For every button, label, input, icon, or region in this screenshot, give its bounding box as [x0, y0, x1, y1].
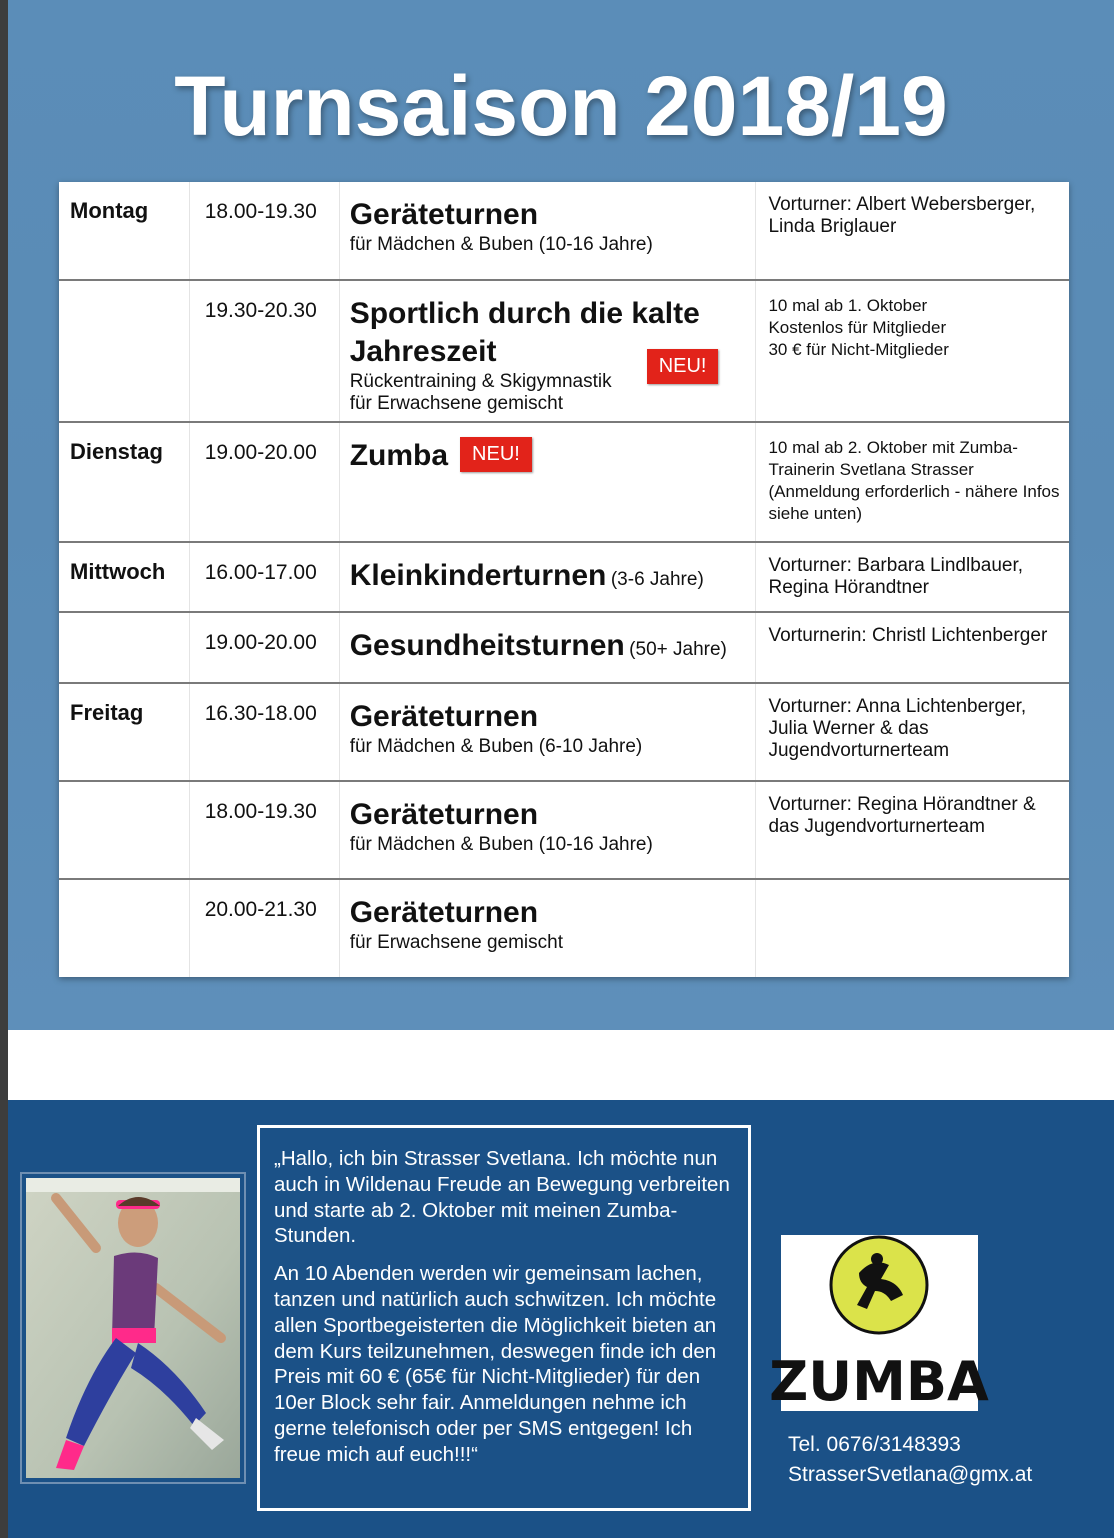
course-info: Vorturnerin: Christl Lichtenberger: [768, 625, 1048, 646]
course-name: Geräteturnen: [349, 896, 539, 929]
quote-paragraph: „Hallo, ich bin Strasser Svetlana. Ich möchte nun auch in Wildenau Freude an Bewegung verbreiten und starte ab 2. Oktober mit meinen Zumba-Stunden.: [274, 1147, 730, 1248]
schedule-table: [59, 182, 1069, 977]
time-label: 18.00-19.30: [204, 800, 317, 823]
table-row: [59, 182, 1069, 280]
course-subtitle: für Mädchen & Buben (10-16 Jahre): [349, 834, 653, 855]
contact-info: [788, 1430, 1032, 1490]
zumba-logo: [769, 1235, 989, 1413]
table-row: [59, 683, 1069, 781]
course-info: 30 € für Nicht-Mitglieder: [768, 340, 949, 359]
trainer-quote-box: [257, 1125, 751, 1511]
table-row: [59, 781, 1069, 879]
table-row: [59, 542, 1069, 612]
table-row: [59, 612, 1069, 683]
course-info: [756, 880, 1069, 892]
course-subtitle: für Mädchen & Buben (6-10 Jahre): [349, 736, 643, 757]
course-name: Geräteturnen: [349, 198, 539, 231]
time-label: 18.00-19.30: [204, 200, 317, 223]
email-address: StrasserSvetlana@gmx.at: [788, 1463, 1033, 1486]
new-badge: NEU!: [460, 437, 532, 472]
course-name: Kleinkinderturnen: [349, 559, 607, 592]
zumba-section: [8, 1100, 1114, 1538]
table-row: [59, 280, 1069, 422]
course-info: Vorturner: Albert Webersberger, Linda Briglauer: [768, 194, 1036, 237]
course-subtitle: für Erwachsene gemischt: [349, 393, 564, 414]
course-name: Geräteturnen: [349, 700, 539, 733]
day-label: [59, 613, 189, 629]
table-row: [59, 422, 1069, 542]
time-label: 19.00-20.00: [204, 631, 317, 654]
time-label: 19.30-20.30: [204, 299, 317, 322]
course-subtitle: für Mädchen & Buben (10-16 Jahre): [349, 234, 653, 255]
day-label: Montag: [70, 198, 149, 223]
page-title: Turnsaison 2018/19: [174, 59, 948, 153]
course-subtitle: Rückentraining & Skigymnastik: [349, 371, 612, 392]
course-name: Gesundheitsturnen: [349, 629, 625, 662]
course-info: Kostenlos für Mitglieder: [768, 318, 947, 337]
trainer-photo: [20, 1172, 246, 1484]
course-info: 10 mal ab 2. Oktober mit Zumba-Trainerin Svetlana Strasser (Anmeldung erforderlich - nähere Infos siehe unten): [768, 438, 1060, 523]
zumba-logo-graphic: [769, 1235, 989, 1413]
course-info: Vorturner: Regina Hörandtner & das Jugendvorturnerteam: [768, 794, 1036, 837]
schedule-section: [8, 0, 1114, 1030]
zumba-logo-text: ZUMBA: [769, 1350, 989, 1413]
course-info: Vorturner: Anna Lichtenberger, Julia Werner & das Jugendvorturnerteam: [768, 696, 1027, 761]
course-name: Geräteturnen: [349, 798, 539, 831]
day-label: [59, 281, 189, 297]
day-label: Freitag: [70, 700, 144, 725]
time-label: 20.00-21.30: [204, 898, 317, 921]
course-name: Sportlich durch die kalte Jahreszeit: [349, 297, 700, 368]
table-row: [59, 879, 1069, 977]
time-label: 19.00-20.00: [204, 441, 317, 464]
quote-paragraph: An 10 Abenden werden wir gemeinsam lachen, tanzen und natürlich auch schwitzen. Ich möchte allen Sportbegeisterten die Möglichkeit bieten an dem Kurs teilzunehmen, deswegen finde ich den Preis mit 60 € (65€ für Nicht-Mitglieder) für den 10er Block sehr fair. Anmeldungen nehme ich gerne telefonisch oder per SMS entgegen! Ich freue mich auf euch!!!“: [274, 1262, 717, 1466]
course-name: Zumba: [349, 439, 449, 472]
new-badge: NEU!: [647, 349, 719, 384]
course-age-note: (3-6 Jahre): [610, 569, 704, 590]
course-age-note: (50+ Jahre): [629, 639, 727, 660]
course-info: 10 mal ab 1. Oktober: [768, 296, 928, 315]
day-label: [59, 782, 189, 798]
day-label: Dienstag: [70, 439, 163, 464]
trainer-photo-image: [26, 1178, 240, 1478]
flyer-page: [8, 0, 1114, 1538]
day-label: Mittwoch: [70, 559, 166, 584]
phone-number: Tel. 0676/3148393: [788, 1433, 961, 1456]
course-info: Vorturner: Barbara Lindlbauer, Regina Hörandtner: [768, 555, 1024, 598]
time-label: 16.00-17.00: [204, 561, 317, 584]
course-subtitle: für Erwachsene gemischt: [349, 932, 564, 953]
time-label: 16.30-18.00: [204, 702, 317, 725]
day-label: [59, 880, 189, 896]
